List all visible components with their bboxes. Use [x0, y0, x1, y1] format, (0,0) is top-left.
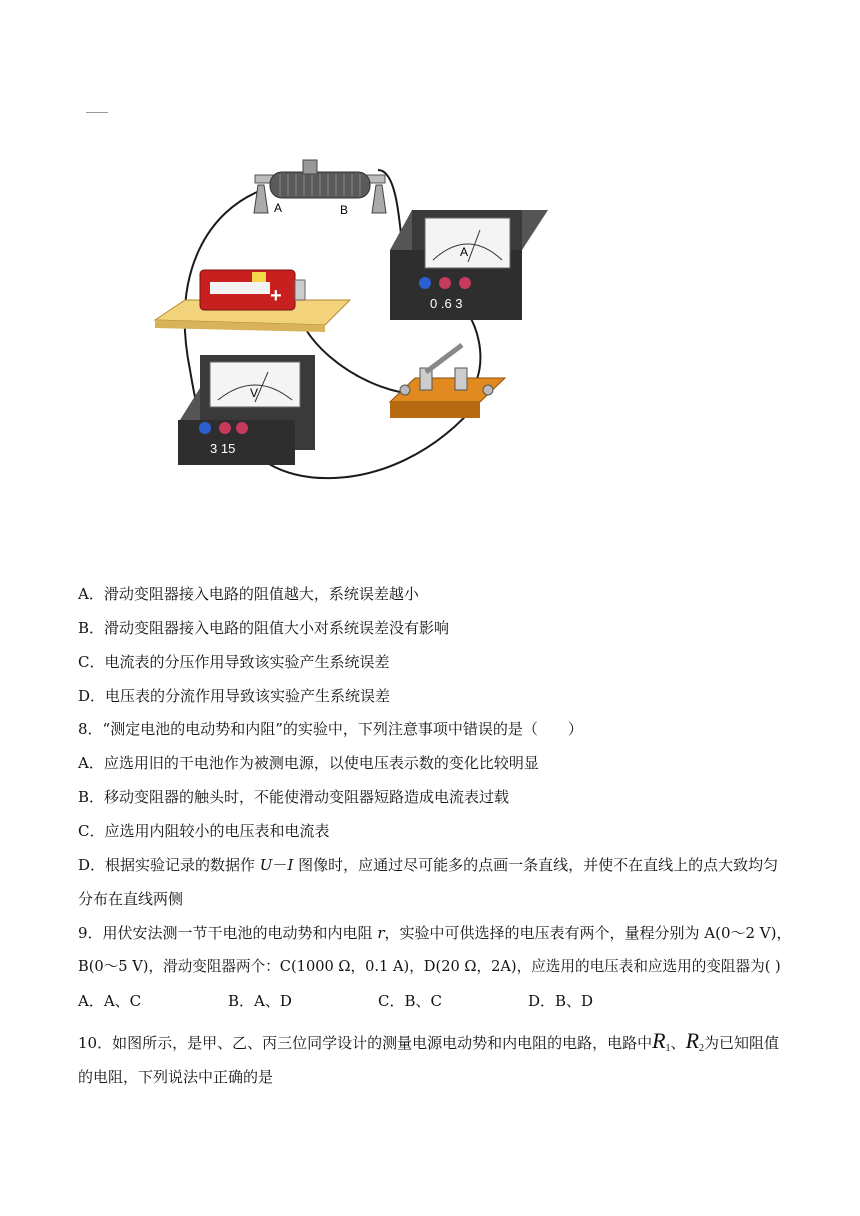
rheostat-label-a: A	[274, 201, 283, 215]
battery-plus-sign: +	[270, 285, 282, 307]
ammeter	[390, 210, 548, 320]
voltmeter	[178, 355, 315, 465]
header-dash	[86, 112, 108, 113]
q10-r2: $R_2$	[685, 1028, 705, 1054]
circuit-figure	[150, 150, 560, 500]
q9-line1-part2: ，实验中可供选择的电压表有两个，量程分别为 A(0～2 V)，	[384, 924, 792, 942]
q9-option-b: B．A、D	[228, 992, 292, 1010]
q10-line1-part2: 为已知阻值	[704, 1034, 780, 1052]
battery-holder	[155, 270, 350, 332]
q8-d-part1: D．根据实验记录的数据作	[78, 856, 260, 874]
knife-switch	[390, 345, 505, 418]
q9-line2: B(0～5 V)，滑动变阻器两个：C(1000 Ω，0.1 A)，D(20 Ω，2A)，应选用的电压表和应选用的变阻器为( )	[78, 958, 781, 975]
q10-line2: 的电阻，下列说法中正确的是	[78, 1068, 274, 1086]
q9-option-c: C．B、C	[378, 992, 442, 1010]
q8-option-a: A．应选用旧的干电池作为被测电源，以使电压表示数的变化比较明显	[78, 754, 539, 772]
q8-option-d-line2: 分布在直线两侧	[78, 890, 184, 908]
voltmeter-letter: V	[250, 386, 259, 400]
voltmeter-terminals: 3 15	[210, 441, 236, 456]
q9-option-d: D．B、D	[528, 992, 594, 1010]
ammeter-terminals: 0 .6 3	[430, 296, 463, 311]
q9-line1	[78, 923, 792, 943]
q8-d-i: I	[287, 856, 294, 874]
q9-r: r	[377, 924, 385, 942]
q10-line1-part1: 10．如图所示，是甲、乙、丙三位同学设计的测量电源电动势和内电阻的电路，电路中	[78, 1034, 653, 1052]
q10-sep: 、	[670, 1034, 686, 1052]
q9-line1-part1: 9．用伏安法测一节干电池的电动势和内电阻	[78, 924, 378, 942]
q10-line1	[78, 1028, 780, 1059]
rheostat	[254, 160, 386, 217]
q8-option-c: C．应选用内阻较小的电压表和电流表	[78, 822, 330, 840]
q7-option-b: B．滑动变阻器接入电路的阻值大小对系统误差没有影响	[78, 619, 450, 637]
q7-option-a: A．滑动变阻器接入电路的阻值越大，系统误差越小	[78, 585, 419, 603]
ammeter-letter: A	[460, 245, 469, 259]
q7-option-c: C．电流表的分压作用导致该实验产生系统误差	[78, 653, 390, 671]
rheostat-label-b: B	[340, 203, 349, 217]
q8-d-part2: 图像时，应通过尽可能多的点画一条直线，并使不在直线上的点大致均匀	[293, 856, 779, 874]
q9-option-a: A．A、C	[78, 992, 142, 1010]
q10-r1: $R_1$	[652, 1028, 671, 1054]
q8-option-b: B．移动变阻器的触头时，不能使滑动变阻器短路造成电流表过载	[78, 788, 510, 806]
q8-stem: 8．“测定电池的电动势和内阻”的实验中，下列注意事项中错误的是（ ）	[78, 720, 583, 738]
q8-d-u: U	[259, 856, 273, 874]
q8-d-dash: －	[272, 856, 288, 874]
q7-option-d: D．电压表的分流作用导致该实验产生系统误差	[78, 687, 391, 705]
q8-option-d	[78, 855, 778, 875]
